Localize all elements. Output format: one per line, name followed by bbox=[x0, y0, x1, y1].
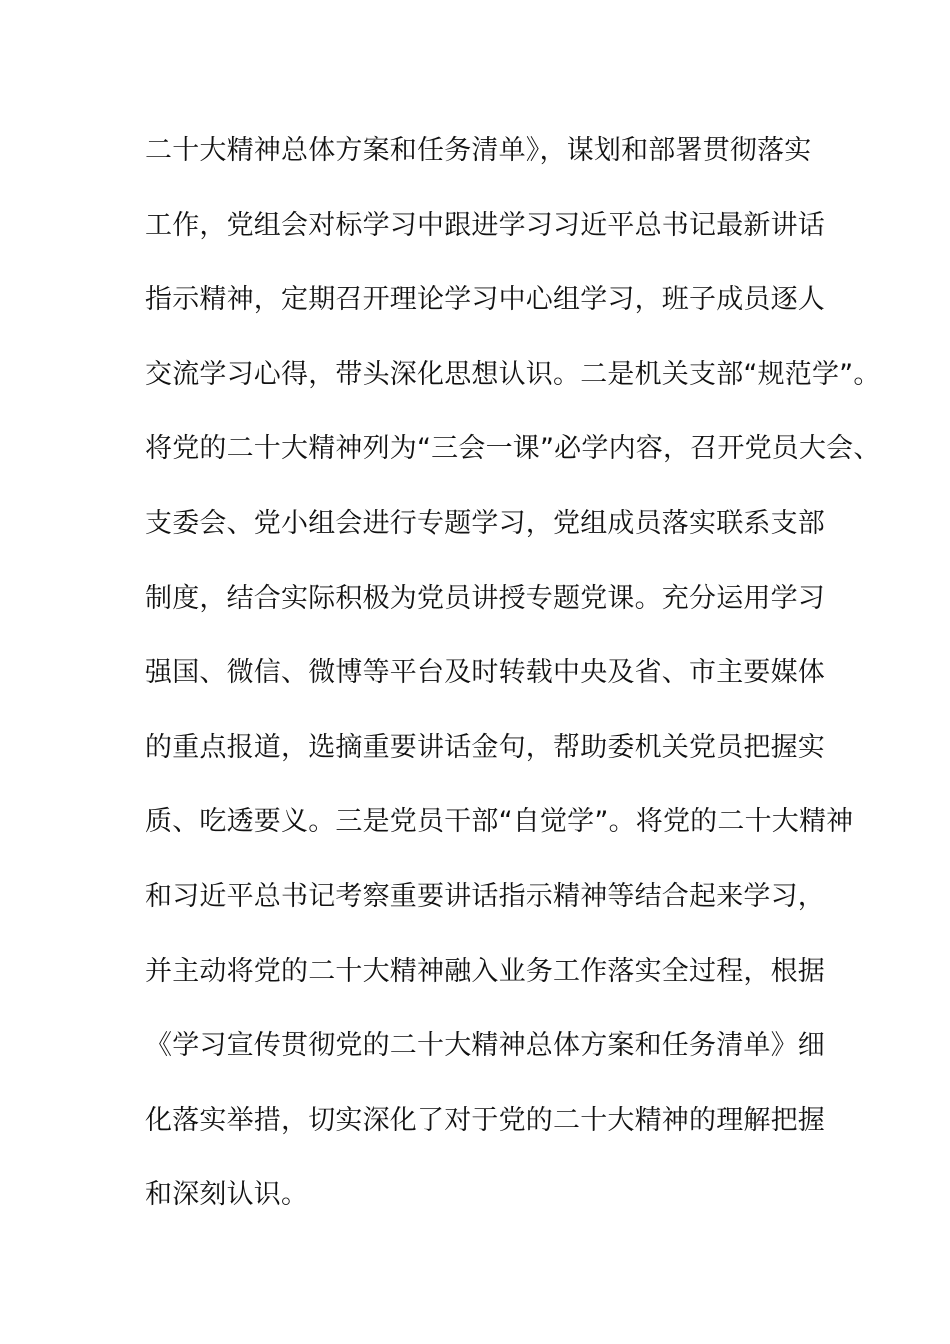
text-line: 支委会、党小组会进行专题学习，党组成员落实联系支部 bbox=[145, 507, 825, 539]
text-line: 化落实举措，切实深化了对于党的二十大精神的理解把握 bbox=[145, 1104, 825, 1136]
text-line: 和习近平总书记考察重要讲话指示精神等结合起来学习， bbox=[145, 880, 825, 912]
text-line: 将党的二十大精神列为“三会一课”必学内容，召开党员大会、 bbox=[145, 433, 881, 465]
text-line: 质、吃透要义。三是党员干部“自觉学”。将党的二十大精神 bbox=[145, 806, 854, 838]
text-line: 和深刻认识。 bbox=[145, 1179, 309, 1211]
body-paragraph bbox=[145, 128, 881, 1247]
text-line: 《学习宣传贯彻党的二十大精神总体方案和任务清单》细 bbox=[145, 1030, 825, 1062]
text-line: 工作，党组会对标学习中跟进学习习近平总书记最新讲话 bbox=[145, 209, 825, 241]
text-line: 制度，结合实际积极为党员讲授专题党课。充分运用学习 bbox=[145, 582, 825, 614]
text-line: 指示精神，定期召开理论学习中心组学习，班子成员逐人 bbox=[145, 284, 825, 316]
text-line: 强国、微信、微博等平台及时转载中央及省、市主要媒体 bbox=[145, 657, 825, 689]
text-line: 二十大精神总体方案和任务清单》，谋划和部署贯彻落实 bbox=[145, 135, 812, 166]
text-line: 并主动将党的二十大精神融入业务工作落实全过程，根据 bbox=[145, 955, 825, 987]
text-line: 的重点报道，选摘重要讲话金句，帮助委机关党员把握实 bbox=[145, 731, 825, 763]
text-line: 交流学习心得，带头深化思想认识。二是机关支部“规范学”。 bbox=[145, 358, 881, 390]
